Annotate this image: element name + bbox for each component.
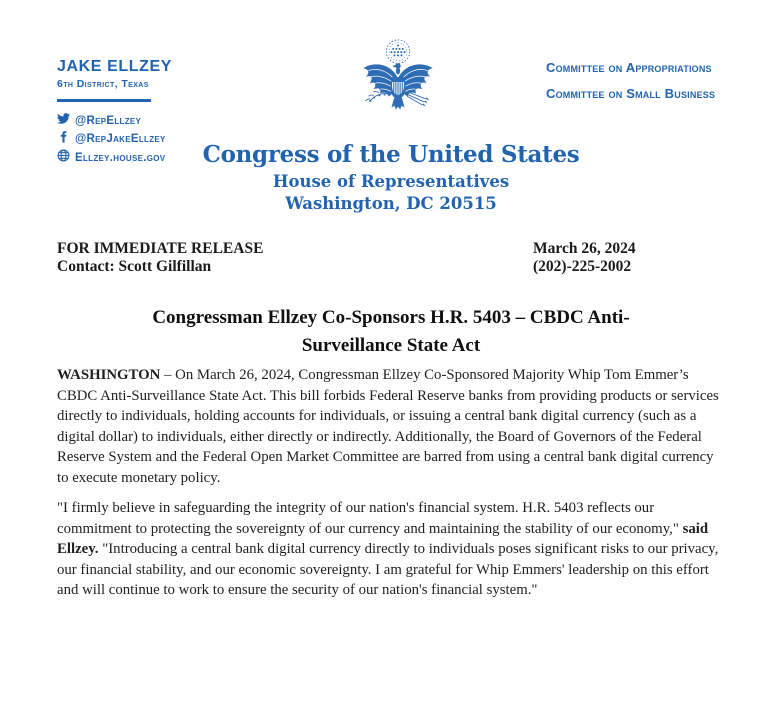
congress-wordmark <box>0 141 782 213</box>
member-district: 6th District, Texas <box>57 78 149 90</box>
headline-line-1: Congressman Ellzey Co-Sponsors H.R. 5403 – CBDC Anti- <box>152 307 630 328</box>
paragraph-text: – On March 26, 2024, Congressman Ellzey Co-Sponsored Majority Whip Tom Emmer’s CBDC Anti-Surveillance State Act. This bill forbids Federal Reserve banks from providing products or services directly to individuals, holding accounts for individuals, or issuing a central bank digital currency (such as a digital dollar) to individuals, either directly or indirectly. Additionally, the Board of Governors of the Federal Reserve System and the Federal Open Market Committee are barred from using a central bank digital currency to execute monetary policy. <box>57 367 719 486</box>
great-seal-icon <box>346 36 450 140</box>
social-handle: Ellzey.house.gov <box>75 151 166 164</box>
body-paragraph-1 <box>57 365 727 488</box>
social-item-twitter <box>57 112 172 131</box>
social-handle: @RepJakeEllzey <box>75 133 166 146</box>
headline <box>0 304 782 360</box>
congress-chamber: House of Representatives <box>272 172 510 191</box>
body-paragraph-2 <box>57 498 727 601</box>
body-copy <box>57 365 727 601</box>
committees-block <box>546 60 715 112</box>
dateline: WASHINGTON <box>57 367 161 383</box>
congress-address: Washington, DC 20515 <box>285 194 497 213</box>
social-handle: @RepEllzey <box>75 114 142 127</box>
release-phone: (202)-225-2002 <box>533 257 632 275</box>
release-date: March 26, 2024 <box>533 240 636 257</box>
release-label: FOR IMMEDIATE RELEASE <box>57 240 264 257</box>
divider-rule <box>57 99 151 102</box>
congress-title: Congress of the United States <box>202 141 580 168</box>
quote-close: "Introducing a central bank digital currency directly to individuals poses significant risks to our privacy, our financial stability, and our economic sovereignty. I am grateful for Whip Emmers' leadership on this effort and will continue to work to ensure the security of our nation's financial system." <box>57 541 719 598</box>
committee-appropriations: Committee on Appropriations <box>546 60 712 75</box>
committee-small-business: Committee on Small Business <box>546 86 716 101</box>
release-contact: Contact: Scott Gilfillan <box>57 257 212 275</box>
release-info-left <box>57 240 263 275</box>
quote-attribution: said Ellzey. <box>57 520 709 557</box>
headline-line-2: Surveillance State Act <box>301 335 481 356</box>
twitter-icon <box>57 112 70 130</box>
release-info-right <box>533 240 636 275</box>
member-name: JAKE ELLZEY <box>57 58 173 75</box>
quote-open: "I firmly believe in safeguarding the integrity of our nation's financial system. H.R. 5403 reflects our commitment to protecting the sovereignty of our currency and maintaining the stability of our economy," <box>57 500 683 537</box>
